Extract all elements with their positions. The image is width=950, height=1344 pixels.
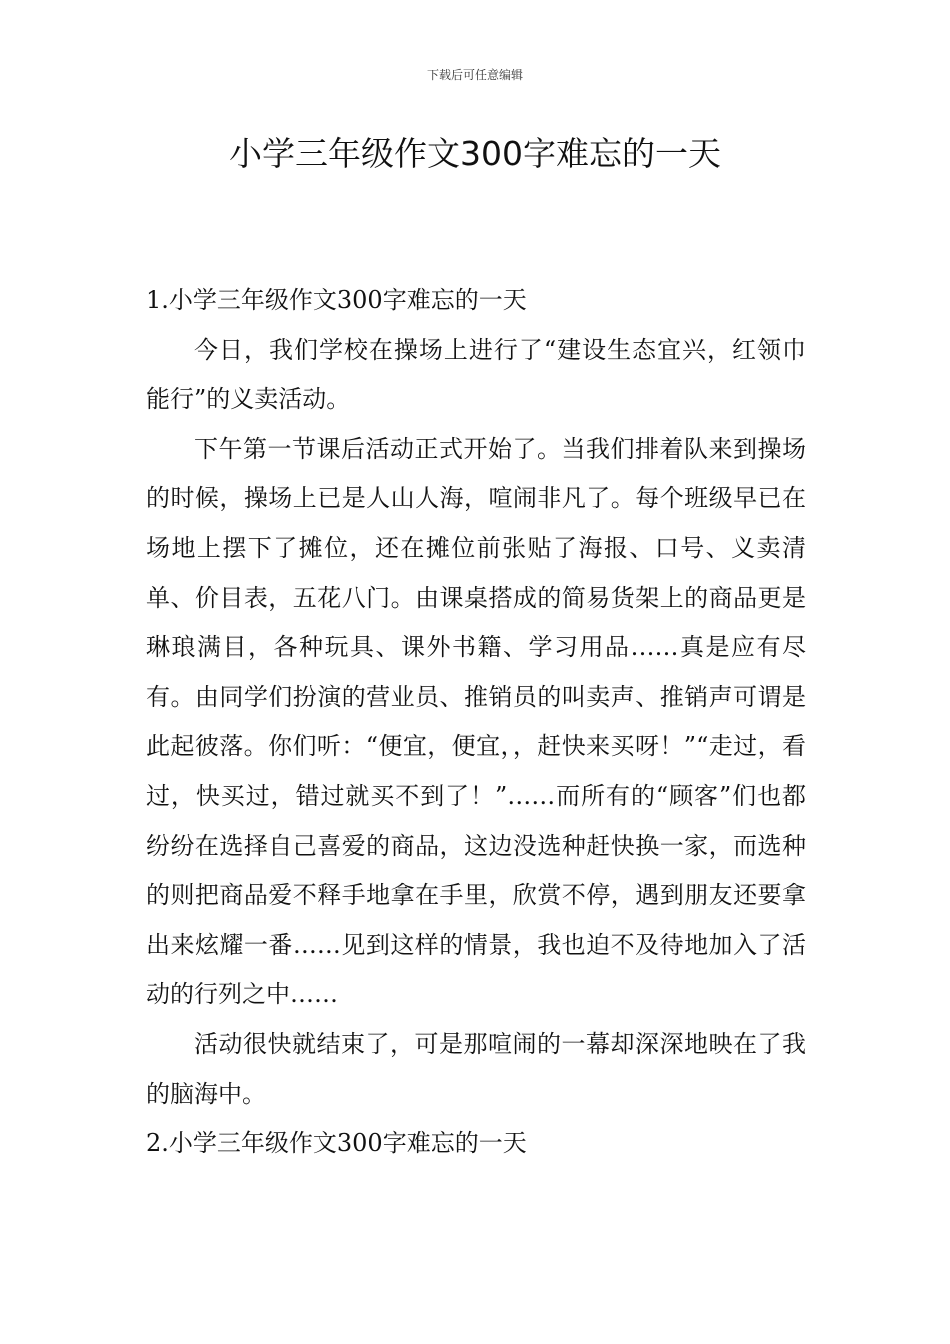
paragraph-2: 下午第一节课后活动正式开始了。当我们排着队来到操场的时候，操场上已是人山人海，喧闹非凡了。每个班级早已在场地上摆下了摊位，还在摊位前张贴了海报、口号、义卖清单、价目表，五花八门。由课桌搭成的简易货架上的商品更是琳琅满目，各种玩具、课外书籍、学习用品……真是应有尽有。由同学们扮演的营业员、推销员的叫卖声、推销声可谓是此起彼落。你们听：“便宜，便宜，，赶快来买呀！”“走过，看过，快买过，错过就买不到了！”……而所有的“顾客”们也都纷纷在选择自己喜爱的商品，这边没选种赶快换一家，而选种的则把商品爱不释手地拿在手里，欣赏不停，遇到朋友还要拿出来炫耀一番……见到这样的情景，我也迫不及待地加入了活动的行列之中…… (146, 434, 806, 1009)
paragraph-1: 今日，我们学校在操场上进行了“建设生态宜兴，红领巾能行”的义卖活动。 (146, 335, 806, 414)
page-title: 小学三年级作文300字难忘的一天 (229, 134, 721, 173)
section-heading-1: 1.小学三年级作文300字难忘的一天 (146, 286, 527, 314)
article-body (146, 276, 806, 1169)
header-note: 下载后可任意编辑 (426, 68, 523, 82)
paragraph-3: 活动很快就结束了，可是那喧闹的一幕却深深地映在了我的脑海中。 (146, 1029, 806, 1108)
section-heading-2: 2.小学三年级作文300字难忘的一天 (146, 1129, 527, 1158)
